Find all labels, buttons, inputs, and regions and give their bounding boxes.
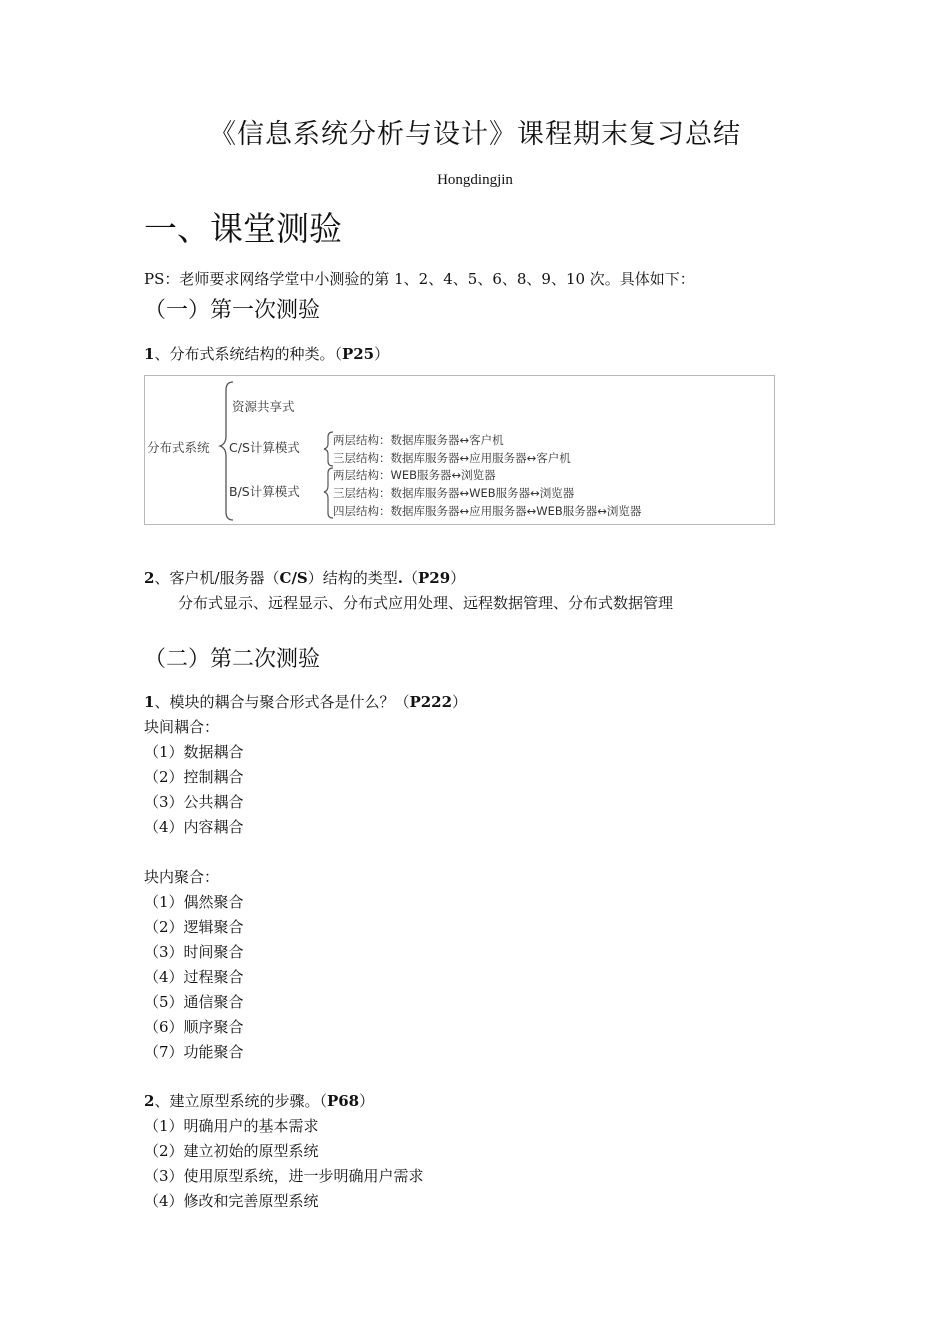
question-text: 、客户机/服务器（ (154, 569, 280, 587)
distributed-structure-diagram (144, 375, 775, 525)
list-item: （2）控制耦合 (144, 768, 244, 786)
paren-open: （ (403, 569, 419, 587)
branch-cs-mode: C/S计算模式 (229, 440, 300, 455)
subheading-quiz-2: （二）第二次测验 (144, 647, 321, 672)
bs-two-tier: 两层结构：WEB服务器↔浏览器 (333, 468, 496, 482)
question-number: 2 (144, 569, 155, 587)
page-ref: P29 (418, 569, 451, 587)
section-heading-quizzes: 一、课堂测验 (144, 209, 342, 248)
list-item: （2）建立初始的原型系统 (144, 1142, 319, 1160)
list-item: （7）功能聚合 (144, 1043, 244, 1061)
cs-brace (324, 432, 333, 466)
period: . (397, 569, 403, 587)
list-item: （1）明确用户的基本需求 (144, 1117, 319, 1135)
list-item: （3）时间聚合 (144, 943, 244, 961)
coupling-label: 块间耦合： (144, 718, 220, 736)
list-item: （2）逻辑聚合 (144, 918, 244, 936)
list-item: （3）使用原型系统，进一步明确用户需求 (144, 1167, 424, 1185)
question-number: 1 (144, 693, 155, 711)
answer-cs-types: 分布式显示、远程显示、分布式应用处理、远程数据管理、分布式数据管理 (178, 594, 674, 612)
question-distributed-types (144, 343, 389, 364)
list-item: （1）偶然聚合 (144, 893, 244, 911)
document-title: 《信息系统分析与设计》课程期末复习总结 (209, 119, 741, 150)
list-item: （6）顺序聚合 (144, 1018, 244, 1036)
page-ref: P25 (341, 345, 375, 363)
list-item: （4）过程聚合 (144, 968, 244, 986)
list-item: （1）数据耦合 (144, 743, 244, 761)
question-text: 、建立原型系统的步骤。（ (154, 1092, 327, 1110)
ps-note: PS：老师要求网络学堂中小测验的第 1、2、4、5、6、8、9、10 次。具体如下： (144, 270, 695, 288)
bs-four-tier: 四层结构：数据库服务器↔应用服务器↔WEB服务器↔浏览器 (333, 504, 642, 518)
paren-close: ） (452, 693, 468, 711)
page-ref: P68 (326, 1092, 360, 1110)
question-text: 、模块的耦合与聚合形式各是什么？（ (154, 693, 410, 711)
paren-close: ） (359, 1092, 375, 1110)
subheading-quiz-1: （一）第一次测验 (144, 298, 321, 323)
diagram-root: 分布式系统 (147, 440, 210, 455)
question-coupling-cohesion (144, 691, 467, 712)
list-item: （4）内容耦合 (144, 818, 244, 836)
branch-bs-mode: B/S计算模式 (229, 484, 300, 499)
list-item: （4）修改和完善原型系统 (144, 1192, 319, 1210)
page-ref: P222 (409, 693, 453, 711)
paren-close: ） (450, 569, 466, 587)
bs-three-tier: 三层结构：数据库服务器↔WEB服务器↔浏览器 (333, 486, 575, 500)
paren-close: ） (374, 345, 390, 363)
branch-resource-sharing: 资源共享式 (232, 399, 295, 414)
question-text-2: ）结构的类型 (307, 569, 398, 587)
bs-brace (324, 468, 333, 518)
question-cs-types (144, 567, 465, 588)
author-name: Hongdingjin (437, 172, 513, 188)
question-number: 2 (144, 1092, 155, 1110)
bold-term: C/S (279, 569, 308, 587)
question-prototype-steps (144, 1090, 374, 1111)
question-text: 、分布式系统结构的种类。（ (154, 345, 342, 363)
cohesion-label: 块内聚合： (144, 868, 220, 886)
list-item: （5）通信聚合 (144, 993, 244, 1011)
cs-two-tier: 两层结构：数据库服务器↔客户机 (333, 433, 504, 447)
cs-three-tier: 三层结构：数据库服务器↔应用服务器↔客户机 (333, 451, 571, 465)
list-item: （3）公共耦合 (144, 793, 244, 811)
question-number: 1 (144, 345, 155, 363)
